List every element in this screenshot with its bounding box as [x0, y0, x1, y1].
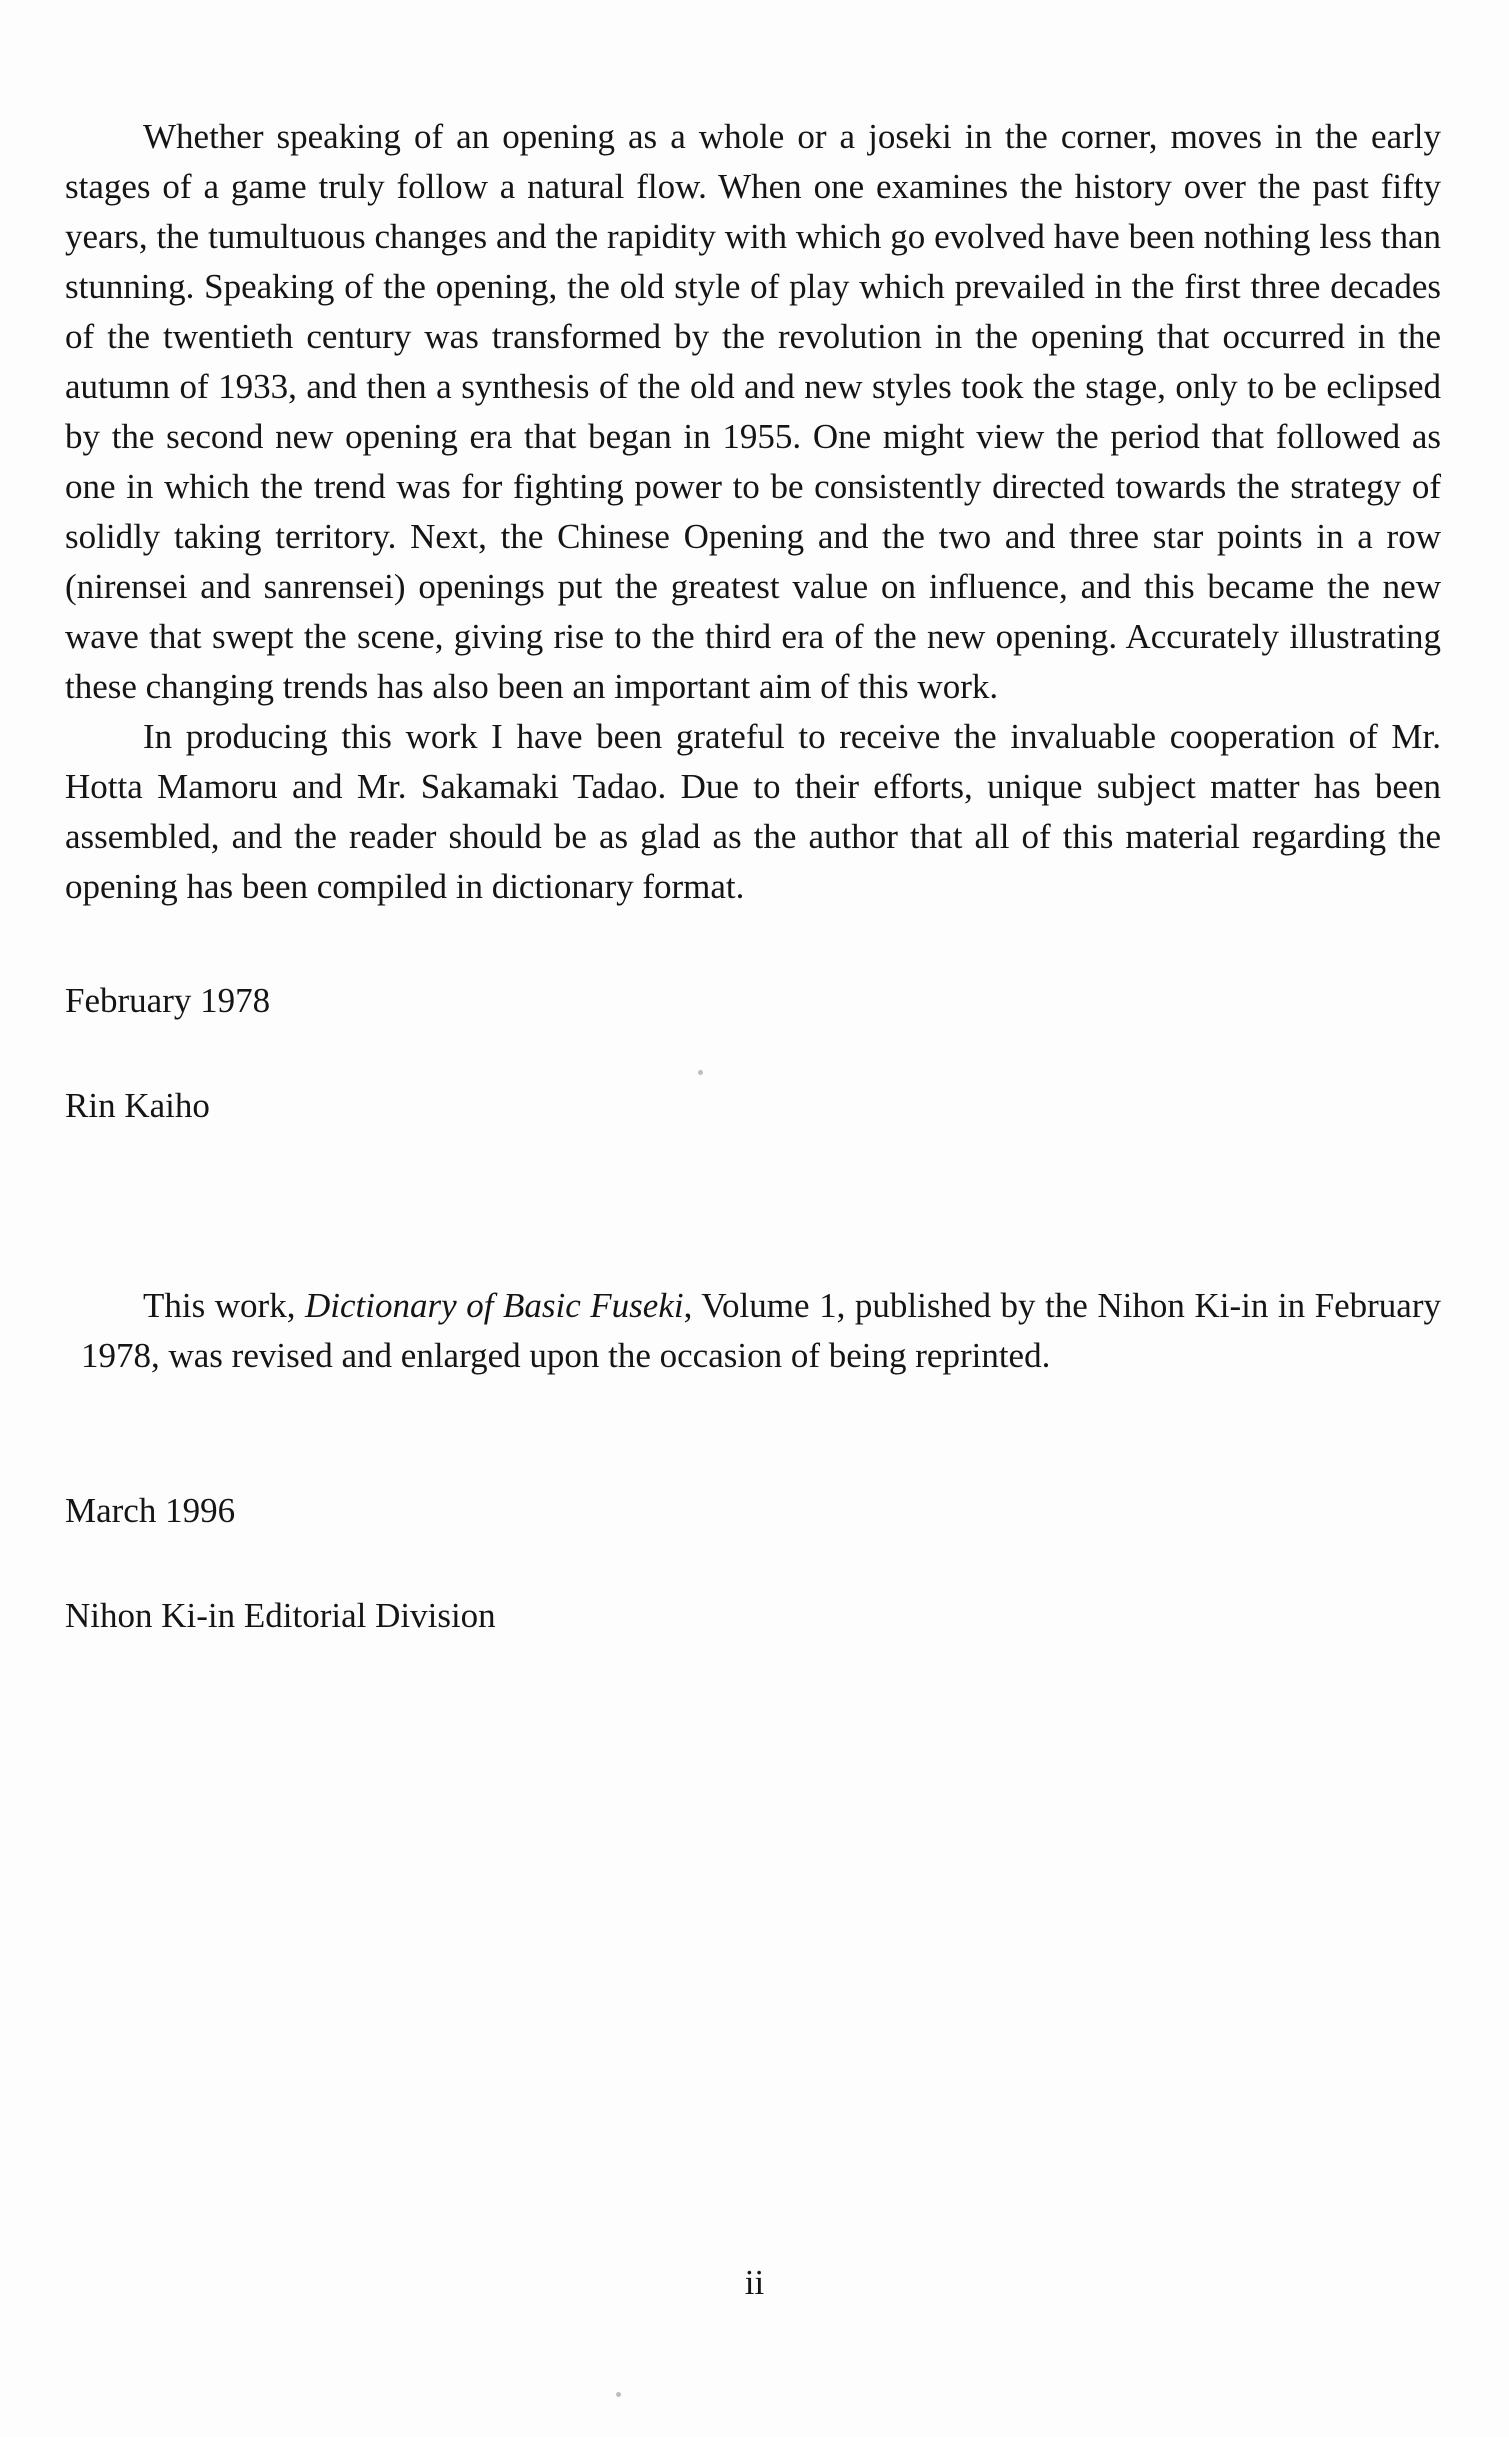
- publisher-signature: Nihon Ki-in Editorial Division: [65, 1596, 496, 1635]
- preface-paragraph-2: In producing this work I have been grateful to receive the invaluable cooperation of Mr. Hotta Mamoru and Mr. Sakamaki Tadao. Due to their efforts, unique subject matter has been assembled, and the reader should be as glad as the author that all of this material regarding the opening has been compiled in dictionary format.: [65, 717, 1441, 906]
- reprint-note-text-before: This work,: [143, 1286, 306, 1325]
- page-number: ii: [744, 2263, 765, 2302]
- preface-date: February 1978: [65, 981, 271, 1020]
- author-signature: Rin Kaiho: [65, 1086, 210, 1125]
- scan-artifact-dot: [616, 2392, 621, 2397]
- book-title-italic: Dictionary of Basic Fuseki: [305, 1286, 684, 1325]
- scan-artifact-dot: [698, 1070, 703, 1075]
- reprint-note: [81, 1281, 1441, 1381]
- reprint-date: March 1996: [65, 1491, 236, 1530]
- reprint-note-text-after: , Volume 1, published by the Nihon Ki-in in February 1978, was revised and enlarged upon the occasion of being reprinted.: [81, 1286, 1441, 1375]
- preface-paragraph-1: Whether speaking of an opening as a whole or a joseki in the corner, moves in the early stages of a game truly follow a natural flow. When one examines the history over the past fifty years, the tumultuous changes and the rapidity with which go evolved have been nothing less than stunning. Speaking of the opening, the old style of play which prevailed in the first three decades of the twentieth century was transformed by the revolution in the opening that occurred in the autumn of 1933, and then a synthesis of the old and new styles took the stage, only to be eclipsed by the second new opening era that began in 1955. One might view the period that followed as one in which the trend was for fighting power to be consistently directed towards the strategy of solidly taking territory. Next, the Chinese Opening and the two and three star points in a row (nirensei and sanrensei) openings put the greatest value on influence, and this became the new wave that swept the scene, giving rise to the third era of the new opening. Accurately illustrating these changing trends has also been an important aim of this work.: [65, 117, 1441, 706]
